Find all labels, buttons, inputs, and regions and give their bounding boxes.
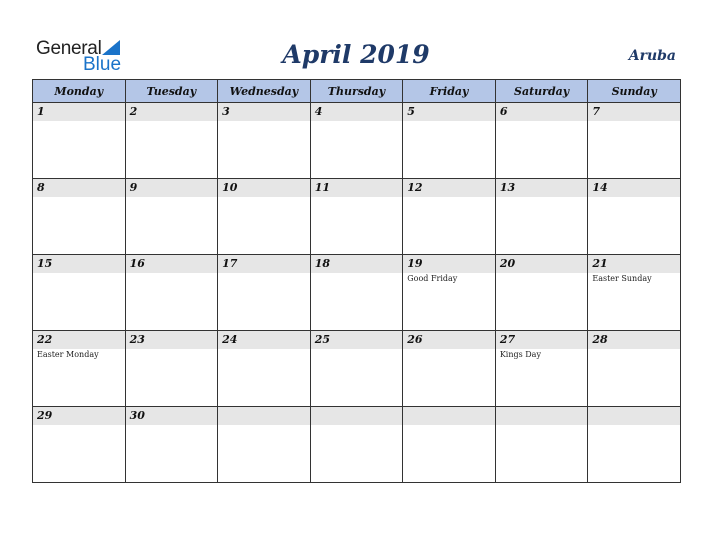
holiday-label: Kings Day bbox=[499, 350, 541, 359]
day-number: 14 bbox=[588, 179, 680, 197]
weekday-header: Wednesday bbox=[218, 80, 311, 103]
day-number: 1 bbox=[33, 103, 125, 121]
holiday-label bbox=[403, 197, 495, 198]
weekday-header: Monday bbox=[33, 80, 126, 103]
day-cell bbox=[495, 179, 588, 255]
holiday-label bbox=[311, 197, 403, 198]
day-number: 19 bbox=[403, 255, 495, 273]
day-cell bbox=[495, 331, 588, 407]
holiday-label bbox=[126, 273, 218, 274]
day-cell bbox=[33, 103, 126, 179]
day-cell bbox=[403, 255, 496, 331]
holiday-label: Good Friday bbox=[407, 274, 458, 283]
holiday-label bbox=[126, 197, 218, 198]
holiday-label bbox=[311, 425, 403, 426]
weekday-header-row bbox=[33, 80, 681, 103]
day-number: 20 bbox=[496, 255, 588, 273]
day-cell bbox=[588, 255, 681, 331]
week-row bbox=[33, 331, 681, 407]
day-number: 13 bbox=[496, 179, 588, 197]
day-cell bbox=[218, 179, 311, 255]
day-number bbox=[218, 407, 310, 425]
holiday-label bbox=[218, 425, 310, 426]
holiday-label bbox=[33, 121, 125, 122]
day-cell bbox=[33, 407, 126, 483]
day-number: 30 bbox=[126, 407, 218, 425]
holiday-label bbox=[588, 425, 680, 426]
day-number: 9 bbox=[126, 179, 218, 197]
day-cell bbox=[588, 407, 681, 483]
day-cell bbox=[310, 103, 403, 179]
day-number bbox=[403, 407, 495, 425]
day-cell bbox=[218, 331, 311, 407]
holiday-label bbox=[218, 197, 310, 198]
day-cell bbox=[495, 407, 588, 483]
holiday-label bbox=[311, 121, 403, 122]
holiday-label bbox=[588, 349, 680, 350]
holiday-label: Easter Sunday bbox=[592, 274, 652, 283]
day-cell bbox=[125, 255, 218, 331]
week-row bbox=[33, 255, 681, 331]
holiday-label bbox=[403, 425, 495, 426]
day-number: 12 bbox=[403, 179, 495, 197]
holiday-label bbox=[218, 273, 310, 274]
holiday-label bbox=[496, 197, 588, 198]
holiday-label bbox=[496, 273, 588, 274]
holiday-label bbox=[126, 121, 218, 122]
day-number: 8 bbox=[33, 179, 125, 197]
holiday-label bbox=[33, 425, 125, 426]
day-cell bbox=[403, 331, 496, 407]
day-cell bbox=[310, 407, 403, 483]
day-number: 27 bbox=[496, 331, 588, 349]
holiday-label bbox=[33, 197, 125, 198]
day-number: 6 bbox=[496, 103, 588, 121]
day-cell bbox=[218, 255, 311, 331]
day-cell bbox=[403, 103, 496, 179]
calendar-title: April 2019 bbox=[282, 40, 430, 69]
holiday-label bbox=[496, 121, 588, 122]
day-number: 17 bbox=[218, 255, 310, 273]
day-number: 18 bbox=[311, 255, 403, 273]
holiday-label: Easter Monday bbox=[37, 350, 99, 359]
calendar-grid bbox=[32, 79, 681, 483]
day-cell bbox=[588, 179, 681, 255]
day-number: 16 bbox=[126, 255, 218, 273]
weekday-header: Thursday bbox=[310, 80, 403, 103]
day-cell bbox=[33, 331, 126, 407]
day-number: 7 bbox=[588, 103, 680, 121]
day-number: 21 bbox=[588, 255, 680, 273]
day-number bbox=[588, 407, 680, 425]
weekday-header: Tuesday bbox=[125, 80, 218, 103]
day-number: 5 bbox=[403, 103, 495, 121]
logo-text-blue: Blue bbox=[83, 54, 122, 75]
holiday-label bbox=[33, 273, 125, 274]
weekday-header: Friday bbox=[403, 80, 496, 103]
day-cell bbox=[125, 103, 218, 179]
holiday-label bbox=[126, 349, 218, 350]
holiday-label bbox=[588, 121, 680, 122]
holiday-label bbox=[218, 349, 310, 350]
day-number: 3 bbox=[218, 103, 310, 121]
day-cell bbox=[495, 255, 588, 331]
day-cell bbox=[310, 179, 403, 255]
day-number: 11 bbox=[311, 179, 403, 197]
day-number: 29 bbox=[33, 407, 125, 425]
day-number: 26 bbox=[403, 331, 495, 349]
holiday-label bbox=[403, 349, 495, 350]
holiday-label bbox=[126, 425, 218, 426]
day-cell bbox=[310, 331, 403, 407]
day-cell bbox=[403, 179, 496, 255]
logo-text-general: General bbox=[36, 38, 102, 59]
day-cell bbox=[33, 255, 126, 331]
day-cell bbox=[495, 103, 588, 179]
day-number bbox=[311, 407, 403, 425]
country-label: Aruba bbox=[628, 48, 676, 64]
day-cell bbox=[218, 103, 311, 179]
holiday-label bbox=[403, 121, 495, 122]
day-number: 15 bbox=[33, 255, 125, 273]
day-number: 10 bbox=[218, 179, 310, 197]
week-row bbox=[33, 407, 681, 483]
day-number: 22 bbox=[33, 331, 125, 349]
day-cell bbox=[588, 103, 681, 179]
weekday-header: Sunday bbox=[588, 80, 681, 103]
week-row bbox=[33, 103, 681, 179]
day-number bbox=[496, 407, 588, 425]
day-cell bbox=[125, 331, 218, 407]
day-cell bbox=[310, 255, 403, 331]
day-cell bbox=[218, 407, 311, 483]
week-row bbox=[33, 179, 681, 255]
holiday-label bbox=[496, 425, 588, 426]
day-number: 4 bbox=[311, 103, 403, 121]
day-cell bbox=[33, 179, 126, 255]
day-number: 28 bbox=[588, 331, 680, 349]
holiday-label bbox=[311, 349, 403, 350]
day-number: 25 bbox=[311, 331, 403, 349]
day-cell bbox=[125, 407, 218, 483]
holiday-label bbox=[218, 121, 310, 122]
day-number: 2 bbox=[126, 103, 218, 121]
day-cell bbox=[403, 407, 496, 483]
day-number: 23 bbox=[126, 331, 218, 349]
day-number: 24 bbox=[218, 331, 310, 349]
weekday-header: Saturday bbox=[495, 80, 588, 103]
day-cell bbox=[588, 331, 681, 407]
day-cell bbox=[125, 179, 218, 255]
holiday-label bbox=[588, 197, 680, 198]
holiday-label bbox=[311, 273, 403, 274]
